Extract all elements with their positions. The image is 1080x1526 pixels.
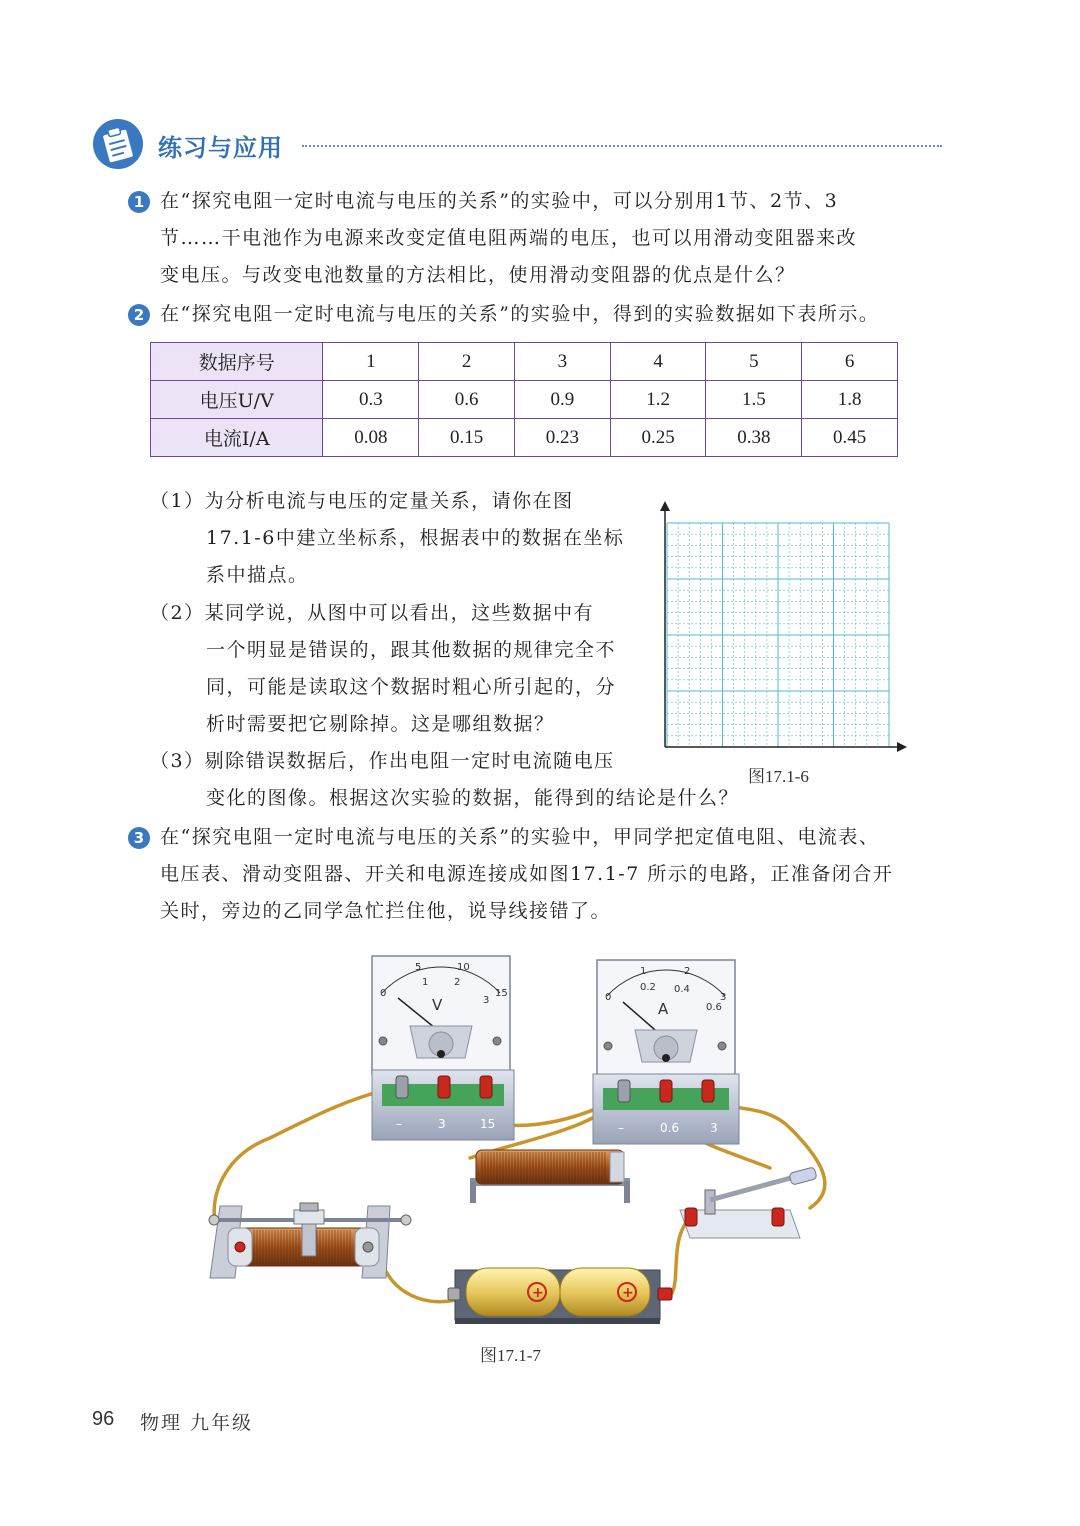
row-header: 电流I/A (151, 419, 323, 457)
table-cell: 0.38 (706, 419, 802, 457)
table-cell: 5 (706, 343, 802, 381)
table-cell: 1 (323, 343, 419, 381)
clipboard-icon (92, 118, 144, 170)
table-cell: 0.08 (323, 419, 419, 457)
question-1-line-2: 节……干电池作为电源来改变定值电阻两端的电压，也可以用滑动变阻器来改 (160, 227, 858, 249)
sub-question-2-line-4: 析时需要把它剔除掉。这是哪组数据？ (206, 713, 555, 735)
table-cell: 0.25 (610, 419, 706, 457)
scale-label: 0.2 (640, 982, 656, 993)
scale-label: 2 (454, 977, 461, 988)
battery-holder (448, 1268, 672, 1324)
meter-symbol: A (658, 1000, 669, 1018)
scale-label: 0.6 (706, 1002, 722, 1013)
scale-label: 1 (422, 977, 429, 988)
sub-question-2-line-1: （2）某同学说，从图中可以看出，这些数据中有 (150, 602, 595, 624)
question-3-line-1: 在“探究电阻一定时电流与电压的关系”的实验中，甲同学把定值电阻、电流表、 (160, 826, 880, 848)
scale-label: 5 (415, 962, 422, 973)
y-axis-arrow (660, 501, 670, 511)
scale-label: 10 (457, 962, 470, 973)
scale-label: 0 (380, 988, 387, 999)
table-cell: 0.15 (419, 419, 515, 457)
scale-label: 3 (483, 995, 490, 1006)
circuit-illustration (200, 948, 840, 1333)
sub-question-2-line-2: 一个明显是错误的，跟其他数据的规律完全不 (206, 639, 617, 661)
wire (380, 1253, 455, 1302)
question-3-line-3: 关时，旁边的乙同学急忙拦住他，说导线接错了。 (160, 900, 612, 922)
scale-label: 1 (640, 966, 647, 977)
question-1-line-3: 变电压。与改变电池数量的方法相比，使用滑动变阻器的优点是什么？ (160, 264, 796, 286)
fixed-resistor (470, 1150, 630, 1203)
question-1-line-1: 在“探究电阻一定时电流与电压的关系”的实验中，可以分别用1节、2节、3 (160, 190, 839, 212)
question-2-intro: 在“探究电阻一定时电流与电压的关系”的实验中，得到的实验数据如下表所示。 (160, 303, 880, 325)
table-row (151, 381, 898, 419)
sub-question-1-line-3: 系中描点。 (206, 564, 309, 586)
table-cell: 4 (610, 343, 706, 381)
battery-plus-symbol: + (622, 1285, 634, 1301)
table-cell: 1.8 (802, 381, 898, 419)
table-cell: 0.45 (802, 419, 898, 457)
table-cell: 0.6 (419, 381, 515, 419)
table-cell: 2 (419, 343, 515, 381)
terminal-label: – (396, 1117, 402, 1131)
figure-caption: 图17.1-6 (748, 767, 809, 786)
table-cell: 6 (802, 343, 898, 381)
scale-label: 0.4 (674, 984, 690, 995)
scale-label: 15 (495, 988, 508, 999)
sub-question-3-line-1: （3）剔除错误数据后，作出电阻一定时电流随电压 (150, 750, 615, 772)
scale-label: 3 (720, 992, 727, 1003)
table-row (151, 343, 898, 381)
row-header: 数据序号 (151, 343, 323, 381)
page-number: 96 (92, 1408, 115, 1430)
scale-label: 0 (605, 992, 612, 1003)
blank-graph-grid (655, 495, 915, 757)
section-divider (302, 145, 942, 147)
question-number-badge: 2 (128, 304, 150, 326)
x-axis-arrow (897, 742, 907, 752)
grid-lines (667, 523, 889, 747)
terminal-label: – (618, 1121, 624, 1135)
battery-plus-symbol: + (532, 1285, 544, 1301)
row-header: 电压U/V (151, 381, 323, 419)
slide-rheostat (209, 1203, 411, 1278)
table-cell: 1.2 (610, 381, 706, 419)
table-cell: 0.9 (514, 381, 610, 419)
table-cell: 1.5 (706, 381, 802, 419)
meter-symbol: V (432, 996, 443, 1014)
voltmeter (372, 956, 514, 1140)
sub-question-2-line-3: 同，可能是读取这个数据时粗心所引起的，分 (206, 676, 617, 698)
switch (680, 1167, 817, 1238)
terminal-label: 3 (438, 1117, 446, 1131)
table-cell: 0.3 (323, 381, 419, 419)
figure-caption: 图17.1-7 (480, 1346, 541, 1365)
question-number-badge: 3 (128, 827, 150, 849)
table-cell: 0.23 (514, 419, 610, 457)
question-number-badge: 1 (128, 191, 150, 213)
data-table (150, 342, 898, 457)
sub-question-3-line-2: 变化的图像。根据这次实验的数据，能得到的结论是什么？ (206, 787, 740, 809)
terminal-label: 3 (710, 1121, 718, 1135)
sub-question-1-line-2: 17.1-6中建立坐标系，根据表中的数据在坐标 (206, 527, 625, 549)
book-title: 物理 九年级 (140, 1412, 254, 1434)
question-3-line-2: 电压表、滑动变阻器、开关和电源连接成如图17.1-7 所示的电路，正准备闭合开 (160, 863, 894, 885)
scale-label: 2 (684, 966, 691, 977)
section-title: 练习与应用 (158, 134, 283, 162)
terminal-label: 15 (480, 1117, 496, 1131)
table-row (151, 419, 898, 457)
table-cell: 3 (514, 343, 610, 381)
terminal-label: 0.6 (660, 1121, 680, 1135)
sub-question-1-line-1: （1）为分析电流与电压的定量关系，请你在图 (150, 490, 574, 512)
ammeter (593, 960, 739, 1144)
